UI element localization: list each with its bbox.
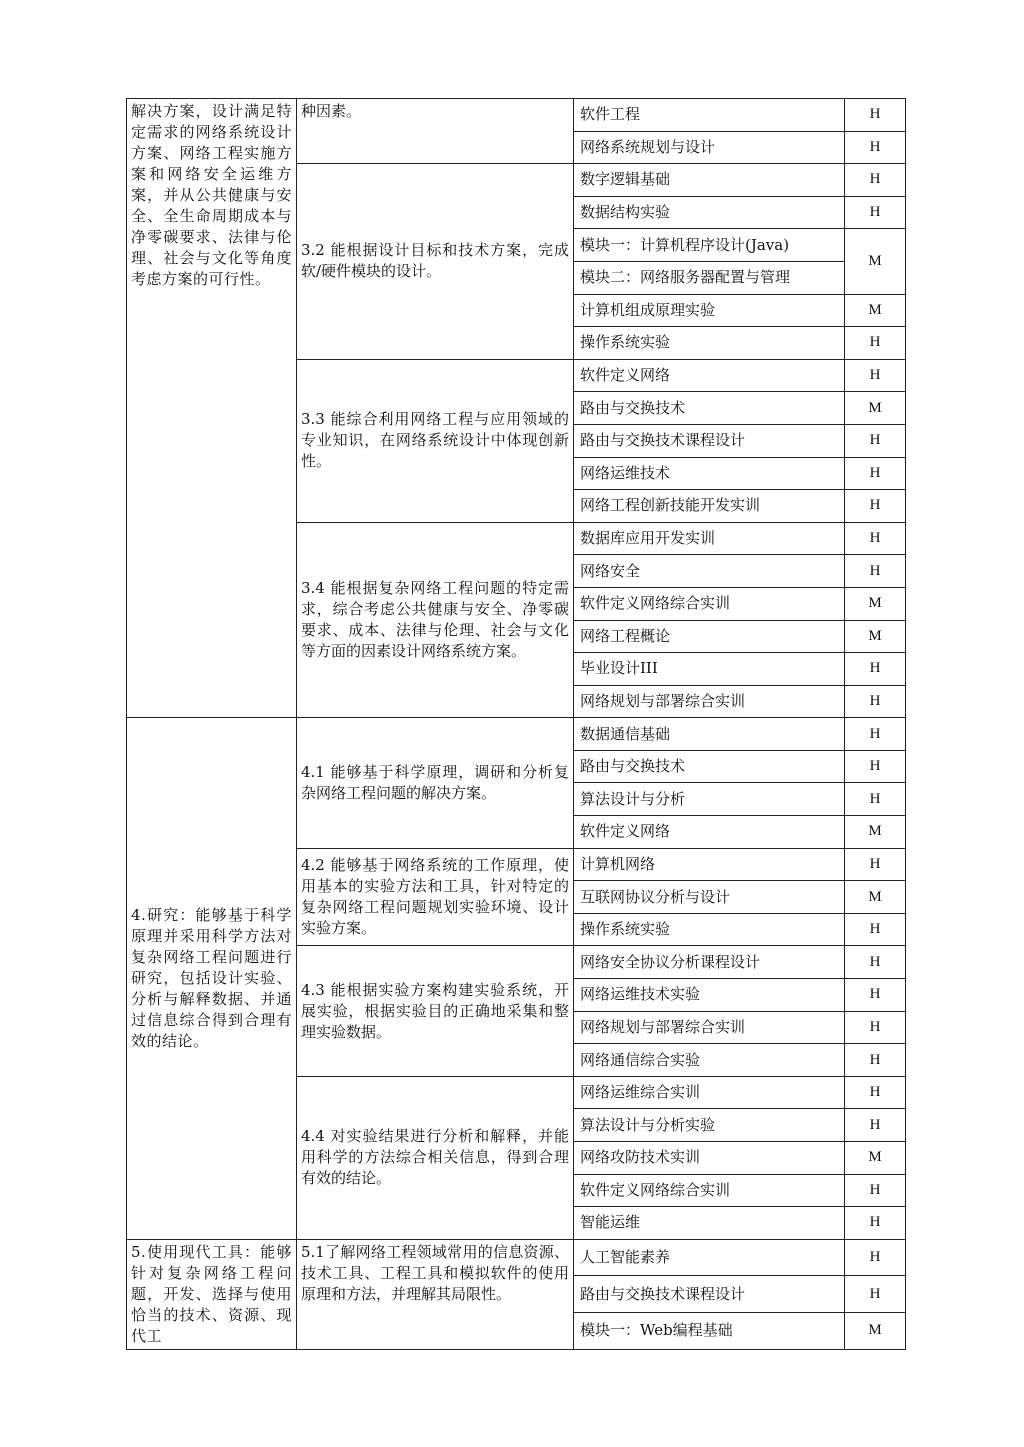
- course-cell: 软件工程: [574, 99, 845, 132]
- course-cell: 网络系统规划与设计: [574, 131, 845, 164]
- course-cell: 网络工程概论: [574, 620, 845, 653]
- level-cell: H: [845, 555, 906, 588]
- course-cell: 计算机组成原理实验: [574, 294, 845, 327]
- course-cell: 网络工程创新技能开发实训: [574, 490, 845, 523]
- course-cell: 软件定义网络: [574, 359, 845, 392]
- course-cell: 操作系统实验: [574, 327, 845, 360]
- level-cell: H: [845, 913, 906, 946]
- table-row: [127, 1239, 906, 1276]
- level-cell: H: [845, 685, 906, 718]
- level-cell: H: [845, 1109, 906, 1142]
- course-matrix-table: [126, 98, 906, 1350]
- level-cell: H: [845, 1174, 906, 1207]
- level-cell: H: [845, 1276, 906, 1313]
- course-cell: 数据库应用开发实训: [574, 522, 845, 555]
- course-cell: 互联网协议分析与设计: [574, 881, 845, 914]
- level-cell: H: [845, 718, 906, 751]
- course-cell: 算法设计与分析实验: [574, 1109, 845, 1142]
- level-cell: H: [845, 99, 906, 132]
- course-cell: 网络运维技术实验: [574, 979, 845, 1012]
- requirement-3-cont: 解决方案，设计满足特定需求的网络系统设计方案、网络工程实施方案和网络安全运维方案，并从公共健康与安全、全生命周期成本与净零碳要求、法律与伦理、社会与文化等角度考虑方案的可行性。: [127, 99, 297, 718]
- course-cell: 人工智能素养: [574, 1239, 845, 1276]
- level-cell: M: [845, 392, 906, 425]
- course-cell: 网络规划与部署综合实训: [574, 685, 845, 718]
- level-cell: H: [845, 848, 906, 881]
- level-cell: H: [845, 653, 906, 686]
- indicator-3-1-cont: 种因素。: [297, 99, 574, 164]
- level-cell: H: [845, 1207, 906, 1240]
- course-cell: 路由与交换技术课程设计: [574, 1276, 845, 1313]
- course-cell: 路由与交换技术课程设计: [574, 424, 845, 457]
- course-cell: 网络运维综合实训: [574, 1076, 845, 1109]
- course-cell: 算法设计与分析: [574, 783, 845, 816]
- course-cell: 模块一：Web编程基础: [574, 1313, 845, 1350]
- level-cell: H: [845, 196, 906, 229]
- course-cell: 网络运维技术: [574, 457, 845, 490]
- course-cell: 数字逻辑基础: [574, 164, 845, 197]
- course-cell: 路由与交换技术: [574, 392, 845, 425]
- level-cell: H: [845, 1011, 906, 1044]
- level-cell: H: [845, 1044, 906, 1077]
- course-cell: 网络安全协议分析课程设计: [574, 946, 845, 979]
- course-cell: 数据通信基础: [574, 718, 845, 751]
- level-cell: H: [845, 164, 906, 197]
- course-cell: 数据结构实验: [574, 196, 845, 229]
- course-cell: 模块一：计算机程序设计(Java): [574, 229, 845, 262]
- level-cell: H: [845, 979, 906, 1012]
- course-cell: 网络规划与部署综合实训: [574, 1011, 845, 1044]
- level-cell: H: [845, 1239, 906, 1276]
- level-cell: M: [845, 620, 906, 653]
- level-cell: H: [845, 522, 906, 555]
- level-cell: H: [845, 131, 906, 164]
- course-cell: 软件定义网络综合实训: [574, 587, 845, 620]
- course-cell: 软件定义网络综合实训: [574, 1174, 845, 1207]
- indicator-3-2: 3.2 能根据设计目标和技术方案，完成软/硬件模块的设计。: [297, 164, 574, 360]
- table-row: [127, 99, 906, 132]
- level-cell: M: [845, 816, 906, 849]
- course-cell: 毕业设计III: [574, 653, 845, 686]
- indicator-4-3: 4.3 能根据实验方案构建实验系统，开展实验，根据实验目的正确地采集和整理实验数据。: [297, 946, 574, 1076]
- level-cell: M: [845, 1313, 906, 1350]
- course-cell: 网络通信综合实验: [574, 1044, 845, 1077]
- course-cell: 软件定义网络: [574, 816, 845, 849]
- requirement-5: 5.使用现代工具：能够针对复杂网络工程问题，开发、选择与使用恰当的技术、资源、现代工: [127, 1239, 297, 1349]
- level-cell: M: [845, 881, 906, 914]
- level-cell: H: [845, 1076, 906, 1109]
- indicator-4-4: 4.4 对实验结果进行分析和解释，并能用科学的方法综合相关信息，得到合理有效的结论。: [297, 1076, 574, 1239]
- course-cell: 智能运维: [574, 1207, 845, 1240]
- indicator-3-4: 3.4 能根据复杂网络工程问题的特定需求，综合考虑公共健康与安全、净零碳要求、成本、法律与伦理、社会与文化等方面的因素设计网络系统方案。: [297, 522, 574, 718]
- level-cell: H: [845, 490, 906, 523]
- course-cell: 计算机网络: [574, 848, 845, 881]
- level-cell: H: [845, 750, 906, 783]
- indicator-4-2: 4.2 能够基于网络系统的工作原理，使用基本的实验方法和工具，针对特定的复杂网络工程问题规划实验环境、设计实验方案。: [297, 848, 574, 946]
- level-cell: M: [845, 229, 906, 294]
- level-cell: H: [845, 783, 906, 816]
- course-cell: 模块二：网络服务器配置与管理: [574, 261, 845, 294]
- course-cell: 路由与交换技术: [574, 750, 845, 783]
- indicator-3-3: 3.3 能综合利用网络工程与应用领域的专业知识，在网络系统设计中体现创新性。: [297, 359, 574, 522]
- level-cell: H: [845, 946, 906, 979]
- indicator-4-1: 4.1 能够基于科学原理，调研和分析复杂网络工程问题的解决方案。: [297, 718, 574, 848]
- level-cell: M: [845, 294, 906, 327]
- requirement-4: 4.研究：能够基于科学原理并采用科学方法对复杂网络工程问题进行研究，包括设计实验、分析与解释数据、并通过信息综合得到合理有效的结论。: [127, 718, 297, 1240]
- course-cell: 网络攻防技术实训: [574, 1142, 845, 1175]
- indicator-5-1: 5.1了解网络工程领域常用的信息资源、技术工具、工程工具和模拟软件的使用原理和方法，并理解其局限性。: [297, 1239, 574, 1349]
- course-cell: 操作系统实验: [574, 913, 845, 946]
- level-cell: H: [845, 359, 906, 392]
- course-cell: 网络安全: [574, 555, 845, 588]
- level-cell: M: [845, 587, 906, 620]
- level-cell: H: [845, 327, 906, 360]
- level-cell: M: [845, 1142, 906, 1175]
- level-cell: H: [845, 424, 906, 457]
- level-cell: H: [845, 457, 906, 490]
- table-row: [127, 718, 906, 751]
